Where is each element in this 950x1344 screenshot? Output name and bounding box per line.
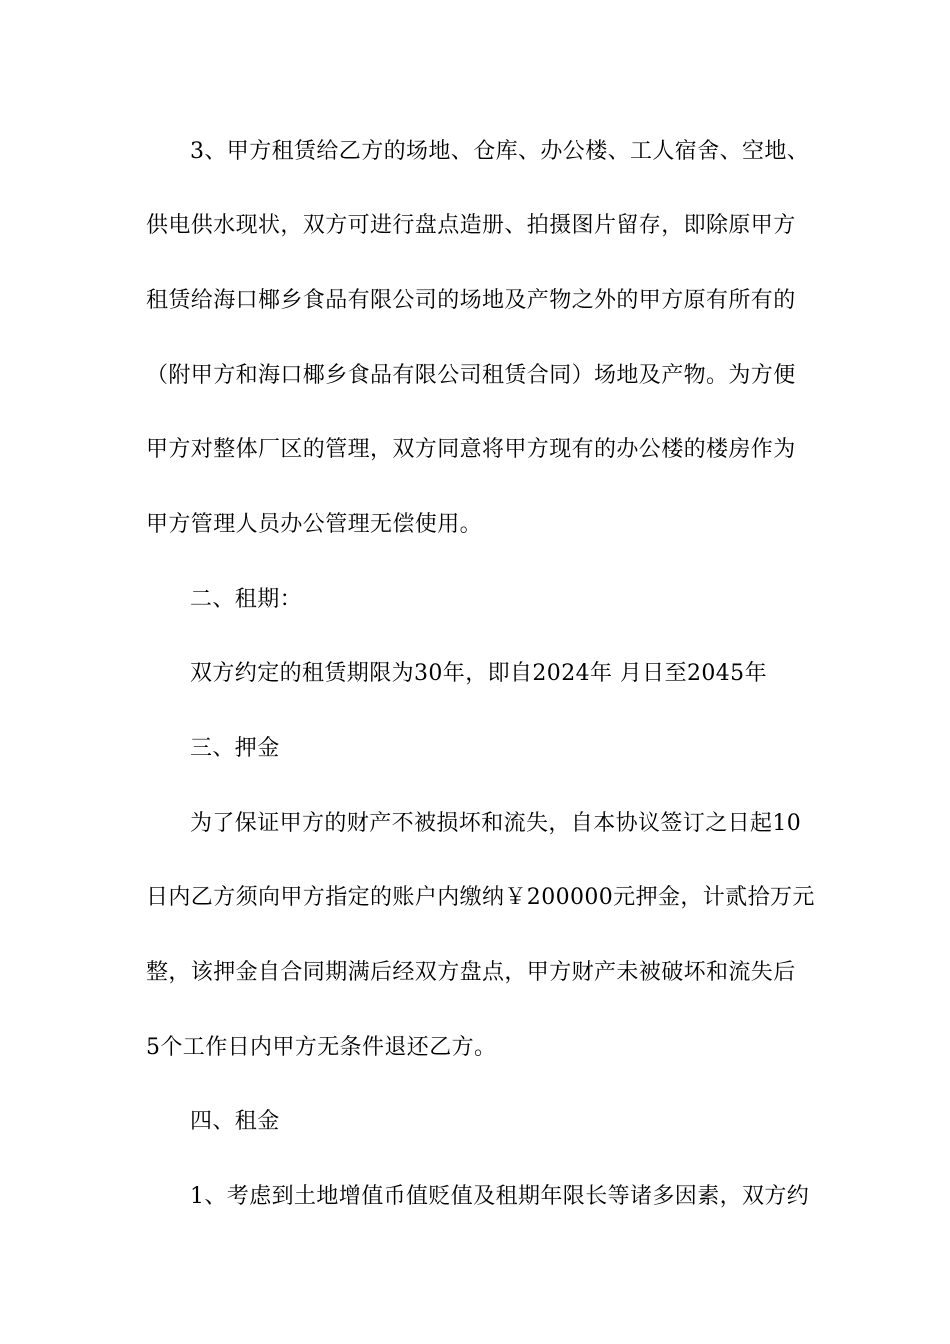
paragraph-line: 供电供水现状，双方可进行盘点造册、拍摄图片留存，即除原甲方: [146, 213, 796, 238]
section-heading: 四、租金: [190, 1109, 280, 1134]
paragraph-line: 日内乙方须向甲方指定的账户内缴纳￥200000元押金，计贰拾万元: [146, 885, 815, 910]
paragraph-line: 1、考虑到土地增值币值贬值及租期年限长等诸多因素，双方约: [190, 1184, 810, 1209]
paragraph-line: 整，该押金自合同期满后经双方盘点，甲方财产未被破坏和流失后: [146, 960, 796, 985]
paragraph-line: 双方约定的租赁期限为30年，即自2024年 月日至2045年: [190, 661, 767, 686]
section-heading: 二、租期：: [190, 587, 303, 612]
paragraph-line: 3、甲方租赁给乙方的场地、仓库、办公楼、工人宿舍、空地、: [190, 139, 810, 164]
paragraph-line: 5个工作日内甲方无条件退还乙方。: [146, 1035, 497, 1060]
paragraph-line: 为了保证甲方的财产不被损坏和流失，自本协议签订之日起10: [190, 811, 802, 836]
section-heading: 三、押金: [190, 736, 280, 761]
paragraph-line: （附甲方和海口椰乡食品有限公司租赁合同）场地及产物。为方便: [146, 363, 796, 388]
paragraph-line: 租赁给海口椰乡食品有限公司的场地及产物之外的甲方原有所有的: [146, 288, 796, 313]
paragraph-line: 甲方对整体厂区的管理，双方同意将甲方现有的办公楼的楼房作为: [146, 437, 796, 462]
paragraph-line: 甲方管理人员办公管理无偿使用。: [146, 512, 483, 537]
